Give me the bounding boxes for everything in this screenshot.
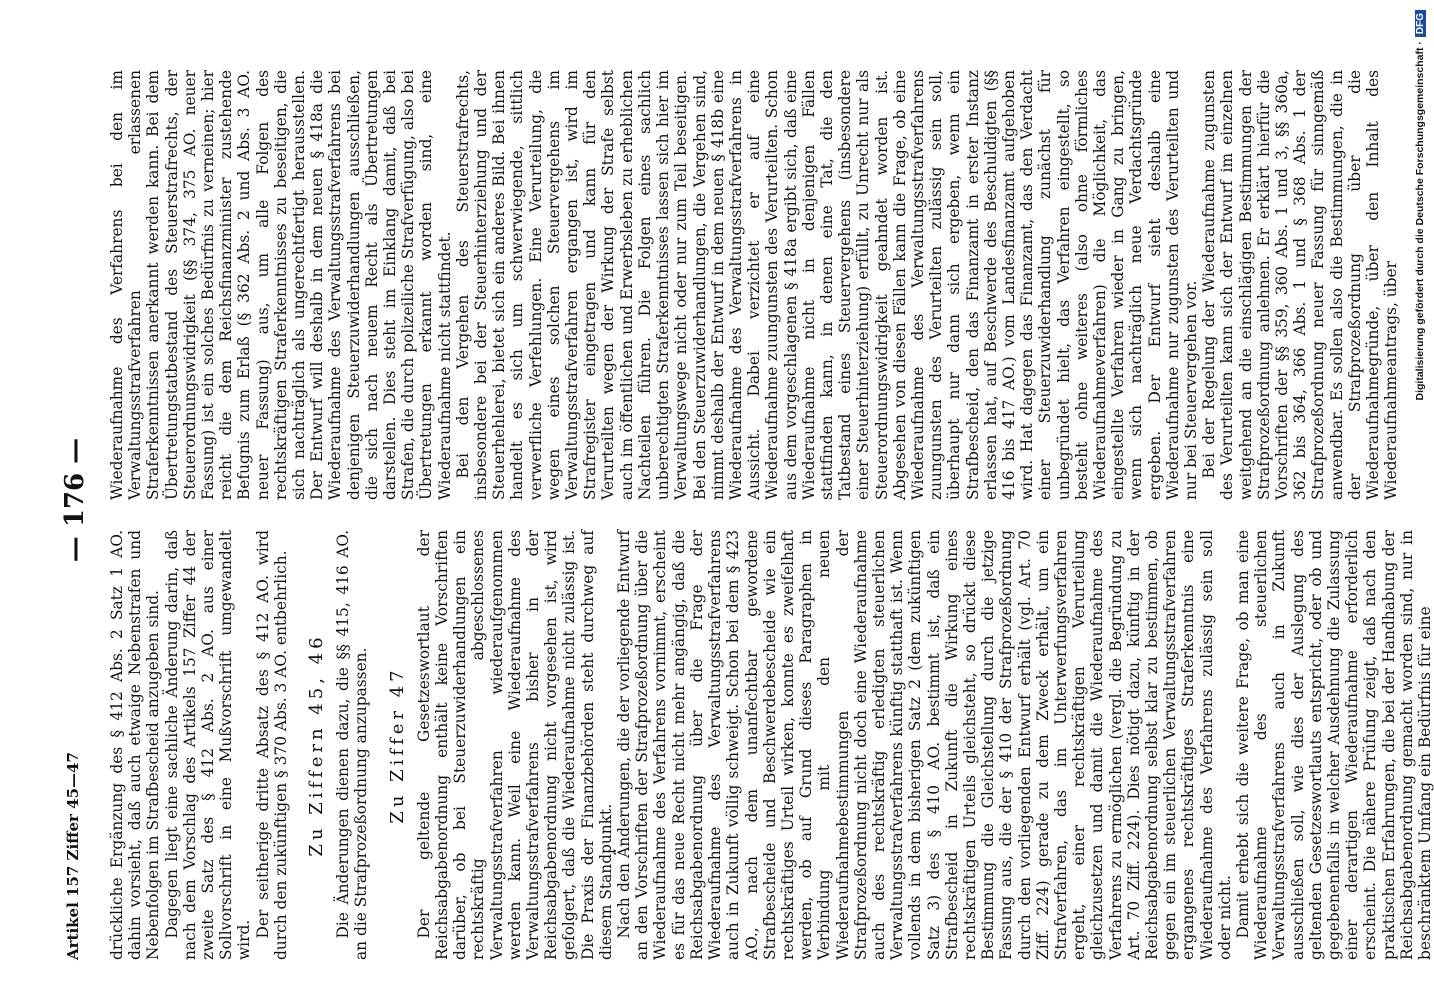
section-heading: Zu Ziffer 47 xyxy=(386,666,408,824)
paragraph: Bei der Regelung der Wiederaufnahme zugunsten des Verurteilten kann sich der Entwurf im einzelnen weitgehend an die einschlägigen Bestimmungen der Strafprozeßordnung anlehnen. Er erklärt hierfür die Vorschriften der §§ 359, 360 Abs. 1 und 3, §§ 360a, 362 bis 364, 366 Abs. 1 und § 368 Abs. 1 der Strafprozeßordnung neuer Fassung für sinngemäß anwendbar. Es sollen also die Bestimmungen, die in der Strafprozeßordnung über die Wiederaufnahmegründe, über den Inhalt des Wiederaufnahmeantrags, über xyxy=(1200,70,1401,500)
digitization-credit xyxy=(1412,10,1432,990)
paragraph: Dagegen liegt eine sachliche Änderung darin, daß nach dem Vorschlag des Artikels 157 Ziffer 44 der zweite Satz des § 412 Abs. 2 AO. aus einer Sollvorschrift in eine Mußvorschrift umgewandelt wird. xyxy=(162,530,254,960)
running-head: Artikel 157 Ziffer 45—47 xyxy=(64,752,82,960)
paragraph: Der geltende Gesetzeswortlaut der Reichsabgabenordnung enthält keine Vorschriften darüber, ob bei Steuerzuwiderhandlungen ein rechtskräftig abgeschlossenes Verwaltungsstrafverfahren wiederaufgenommen werden kann. Weil eine Wiederaufnahme des Verwaltungsstrafverfahrens bisher in der Reichsabgabenordnung nicht vorgesehen ist, wird gefolgert, daß die Wiederaufnahme nicht zulässig ist. Die Praxis der Finanzbehörden steht durchweg auf diesem Standpunkt. xyxy=(414,530,615,960)
paragraph: Bei den Vergehen des Steuerstrafrechts, insbesondere bei der Steuerhinterziehung und der Steuerhehlerei, bietet sich ein anderes Bild. Bei ihnen handelt es sich um schwerwiegende, sittlich verwerfliche Verfehlungen. Eine Verurteilung, die wegen eines solchen Steuervergehens im Verwaltungsstrafverfahren ergangen ist, wird im Strafregister eingetragen und kann für den Verurteilten wegen der Wirkung der Strafe selbst auch im öffentlichen und Erwerbsleben zu erheblichen Nachteilen führen. Die Folgen eines sachlich unberechtigten Straferkenntnisses lassen sich hier im Verwaltungswege nicht oder nur zum Teil beseitigen. Bei den Steuerzuwiderhandlungen, die Vergehen sind, nimmt deshalb der Entwurf in dem neuen § 418b eine Wiederaufnahme des Verwaltungsstrafverfahrens in Aussicht. Dabei verzichtet er auf eine Wiederaufnahme zuungunsten des Verurteilten. Schon aus dem vorgeschlagenen § 418a ergibt sich, daß eine Wiederaufnahme nicht in denjenigen Fällen stattfinden kann, in denen eine Tat, die den Tatbestand eines Steuervergehens (insbesondere einer Steuerhinterziehung) erfüllt, zu Unrecht nur als Steuerordnungswidrigkeit geahndet worden ist. Abgesehen von diesen Fällen kann die Frage, ob eine Wiederaufnahme des Verwaltungsstrafverfahrens zuungunsten des Verurteilten zulässig sein soll, überhaupt nur dann sich ergeben, wenn ein Strafbescheid, den das Finanzamt in erster Instanz erlassen hat, auf Beschwerde des Beschuldigten (§§ 416 bis 417 AO.) vom Landesfinanzamt aufgehoben wird. Hat dagegen das Finanzamt, das den Verdacht einer Steuerzuwiderhandlung zunächst für unbegründet hielt, das Verfahren eingestellt, so besteht ohne weiteres (also ohne förmliches Wiederaufnahmeverfahren) die Möglichkeit, das eingestellte Verfahren wieder in Gang zu bringen, wenn sich nachträglich neue Verdachtsgründe ergeben. Der Entwurf sieht deshalb eine Wiederaufnahme nur zugunsten des Verurteilten und nur bei Steuervergehen vor. xyxy=(453,70,1200,500)
paragraph: Nach den Änderungen, die der vorliegende Entwurf an den Vorschriften der Strafprozeßordnung über die Wiederaufnahme des Verfahrens vornimmt, erscheint es für das neue Recht nicht mehr angängig, daß die Reichsabgabenordnung über die Frage der Wiederaufnahme des Verwaltungsstrafverfahrens auch in Zukunft völlig schweigt. Schon bei dem § 423 AO., nach dem unanfechtbar gewordene Strafbescheide und Beschwerdebescheide wie ein rechtskräftiges Urteil wirken, konnte es zweifelhaft werden, ob auf Grund dieses Paragraphen in Verbindung mit den neuen Wiederaufnahmebestimmungen der Strafprozeßordnung nicht doch eine Wiederaufnahme auch des rechtskräftig erledigten steuerlichen Verwaltungsstrafverfahrens künftig statthaft ist. Wenn vollends in dem bisherigen Satz 2 (dem zukünftigen Satz 3) des § 410 AO. bestimmt ist, daß ein Strafbescheid in Zukunft die Wirkung eines rechtskräftigen Urteils gleichsteht, so drückt diese Bestimmung die Gleichstellung durch die jetzige Fassung aus, die der § 410 der Strafprozeßordnung durch den vorliegenden Entwurf erhält (vgl. Art. 70 Ziff. 224) gerade zu dem Zweck erhält, um ein Strafverfahren, das im Unterwerfungsverfahren ergeht, einer rechtskräftigen Verurteilung gleichzusetzen und damit die Wiederaufnahme des Verfahrens zu ermöglichen (vergl. die Begründung zu Art. 70 Ziff. 224). Dies nötigt dazu, künftig in der Reichsabgabenordnung selbst klar zu bestimmen, ob gegen ein im steuerlichen Verwaltungsstrafverfahren ergangenes rechtskräftiges Straferkenntnis eine Wiederaufnahme des Verfahrens zulässig sein soll oder nicht. xyxy=(615,530,1234,960)
paragraph: drückliche Ergänzung des § 412 Abs. 2 Satz 1 AO. dahin vorsieht, daß auch etwaige Nebenstrafen und Nebenfolgen im Strafbescheid anzugeben sind. xyxy=(108,530,163,960)
credit-text: Digitalisierung gefördert durch die Deutsche Forschungsgemeinschaft · xyxy=(1414,41,1426,401)
left-column xyxy=(108,530,1434,960)
dfg-logo: DFG xyxy=(1415,10,1426,37)
page-number: — 176 — xyxy=(60,437,90,563)
paragraph: Der seitherige dritte Absatz des § 412 AO. wird durch den zukünftigen § 370 Abs. 3 AO. entbehrlich. xyxy=(253,530,290,960)
right-column xyxy=(108,70,1400,500)
section-heading: Zu Ziffern 45, 46 xyxy=(306,633,328,857)
paragraph: Die Änderungen dienen dazu, die §§ 415, 416 AO. an die Strafprozeßordnung anzupassen. xyxy=(334,530,371,960)
paragraph: Wiederaufnahme des Verfahrens bei den im Verwaltungsstrafverfahren erlassenen Straferkenntnissen anerkannt werden kann. Bei dem Übertretungstatbestand des Steuerstrafrechts, der Steuerordnungswidrigkeit (§§ 374, 375 AO. neuer Fassung) ist ein solches Bedürfnis zu verneinen; hier reicht die dem Reichsfinanzminister zustehende Befugnis zum Erlaß (§ 362 Abs. 2 und Abs. 3 AO. neuer Fassung) aus, um alle Folgen des rechtskräftigen Straferkenntnisses zu beseitigen, die sich nachträglich als ungerechtfertigt herausstellen. Der Entwurf will deshalb in dem neuen § 418a die Wiederaufnahme des Verwaltungsstrafverfahrens bei denjenigen Steuerzuwiderhandlungen ausschließen, die sich nach neuem Recht als Übertretungen darstellen. Dies steht im Einklang damit, daß bei Strafen, die durch polizeiliche Strafverfügung, also bei Übertretungen erkannt worden sind, eine Wiederaufnahme nicht stattfindet. xyxy=(108,70,454,500)
paragraph: Damit erhebt sich die weitere Frage, ob man eine Wiederaufnahme des steuerlichen Verwaltungsstrafverfahrens auch in Zukunft ausschließen soll, wie dies der Auslegung des geltenden Gesetzeswortlauts entspricht, oder ob und gegebenenfalls in welcher Ausdehnung die Zulassung einer derartigen Wiederaufnahme erforderlich erscheint. Die nähere Prüfung zeigt, daß nach den praktischen Erfahrungen, die bei der Handhabung der Reichsabgabenordnung gemacht worden sind, nur in beschränktem Umfang ein Bedürfnis für eine xyxy=(1233,530,1434,960)
page-header xyxy=(60,40,100,960)
